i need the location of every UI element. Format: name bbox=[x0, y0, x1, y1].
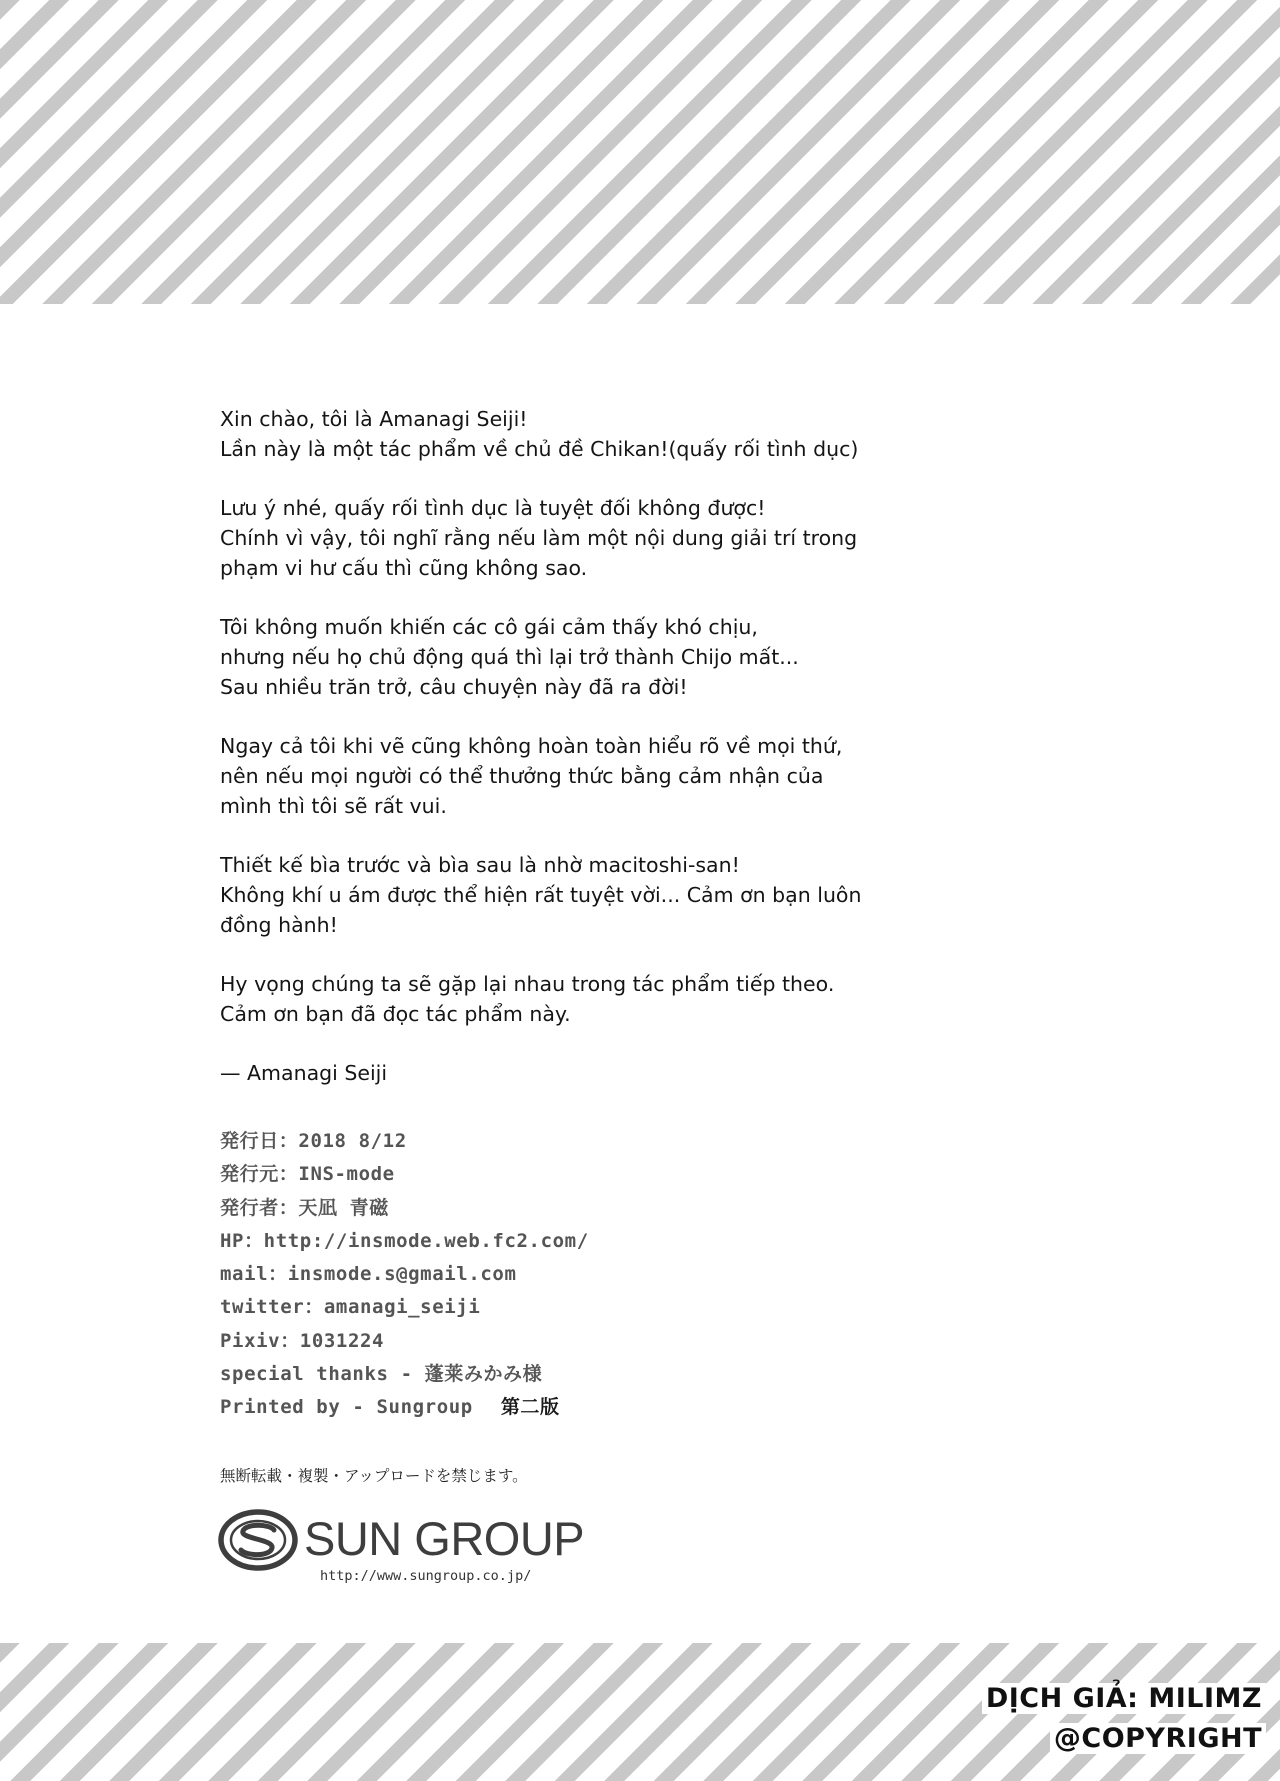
afterword-paragraph bbox=[220, 969, 900, 1029]
afterword-line: Cảm ơn bạn đã đọc tác phẩm này. bbox=[220, 1002, 571, 1026]
afterword-line: Lưu ý nhé, quấy rối tình dục là tuyệt đối không được! bbox=[220, 496, 766, 520]
afterword-line: nên nếu mọi người có thể thưởng thức bằng cảm nhận của bbox=[220, 764, 824, 788]
afterword-line: đồng hành! bbox=[220, 913, 338, 937]
colophon-homepage: HP：http://insmode.web.fc2.com/ bbox=[220, 1229, 589, 1252]
colophon-twitter: twitter：amanagi_seiji bbox=[220, 1296, 481, 1319]
afterword-line: Sau nhiều trăn trở, câu chuyện này đã ra đời! bbox=[220, 675, 688, 699]
afterword-line: Chính vì vậy, tôi nghĩ rằng nếu làm một nội dung giải trí trong bbox=[220, 526, 858, 550]
afterword-line: Ngay cả tôi khi vẽ cũng không hoàn toàn hiểu rõ về mọi thứ, bbox=[220, 734, 843, 758]
colophon-printed-by: Printed by - Sungroup bbox=[220, 1396, 473, 1419]
colophon-special-thanks: special thanks - 蓬莱みかみ様 bbox=[220, 1363, 543, 1386]
colophon-mail: mail：insmode.s@gmail.com bbox=[220, 1263, 517, 1286]
afterword-paragraph bbox=[220, 612, 900, 702]
afterword-line: Lần này là một tác phẩm về chủ đề Chikan!(quấy rối tình dục) bbox=[220, 437, 859, 461]
copyright-notice: 無断転載・複製・アップロードを禁じます。 bbox=[220, 1467, 528, 1485]
afterword-paragraph bbox=[220, 731, 900, 821]
afterword-line: mình thì tôi sẽ rất vui. bbox=[220, 794, 447, 818]
afterword-paragraph bbox=[220, 493, 900, 583]
colophon-release-date: 発行日：2018 8/12 bbox=[220, 1130, 407, 1152]
top-stripe-band bbox=[0, 0, 1280, 304]
afterword-text bbox=[220, 404, 900, 1088]
author-signature: — Amanagi Seiji bbox=[220, 1061, 388, 1085]
afterword-line: Xin chào, tôi là Amanagi Seiji! bbox=[220, 407, 528, 431]
colophon-printer bbox=[220, 1391, 589, 1424]
colophon-publisher: 発行元：INS-mode bbox=[220, 1163, 395, 1186]
afterword-line: Thiết kế bìa trước và bìa sau là nhờ macitoshi-san! bbox=[220, 853, 740, 877]
afterword-line: nhưng nếu họ chủ động quá thì lại trở thành Chijo mất... bbox=[220, 645, 799, 669]
afterword-line: phạm vi hư cấu thì cũng không sao. bbox=[220, 556, 588, 580]
sungroup-url: http://www.sungroup.co.jp/ bbox=[320, 1568, 532, 1584]
sungroup-logo bbox=[218, 1508, 618, 1588]
copyright-credit: @COPYRIGHT bbox=[1050, 1723, 1266, 1754]
colophon-issuer: 発行者：天凪 青磁 bbox=[220, 1196, 389, 1219]
afterword-paragraph bbox=[220, 850, 900, 940]
translator-credit: DỊCH GIẢ: MILIMZ bbox=[982, 1683, 1266, 1714]
sungroup-logo-text: SUN GROUP bbox=[304, 1512, 585, 1565]
afterword-paragraph bbox=[220, 404, 900, 464]
afterword-line: Không khí u ám được thể hiện rất tuyệt vời... Cảm ơn bạn luôn bbox=[220, 883, 862, 907]
sungroup-logo-icon bbox=[218, 1508, 298, 1572]
colophon-pixiv: Pixiv：1031224 bbox=[220, 1329, 385, 1352]
edition-label: 第二版 bbox=[500, 1396, 560, 1419]
colophon bbox=[220, 1125, 589, 1425]
afterword-line: Hy vọng chúng ta sẽ gặp lại nhau trong tác phẩm tiếp theo. bbox=[220, 972, 835, 996]
afterword-line: Tôi không muốn khiến các cô gái cảm thấy khó chịu, bbox=[220, 615, 758, 639]
